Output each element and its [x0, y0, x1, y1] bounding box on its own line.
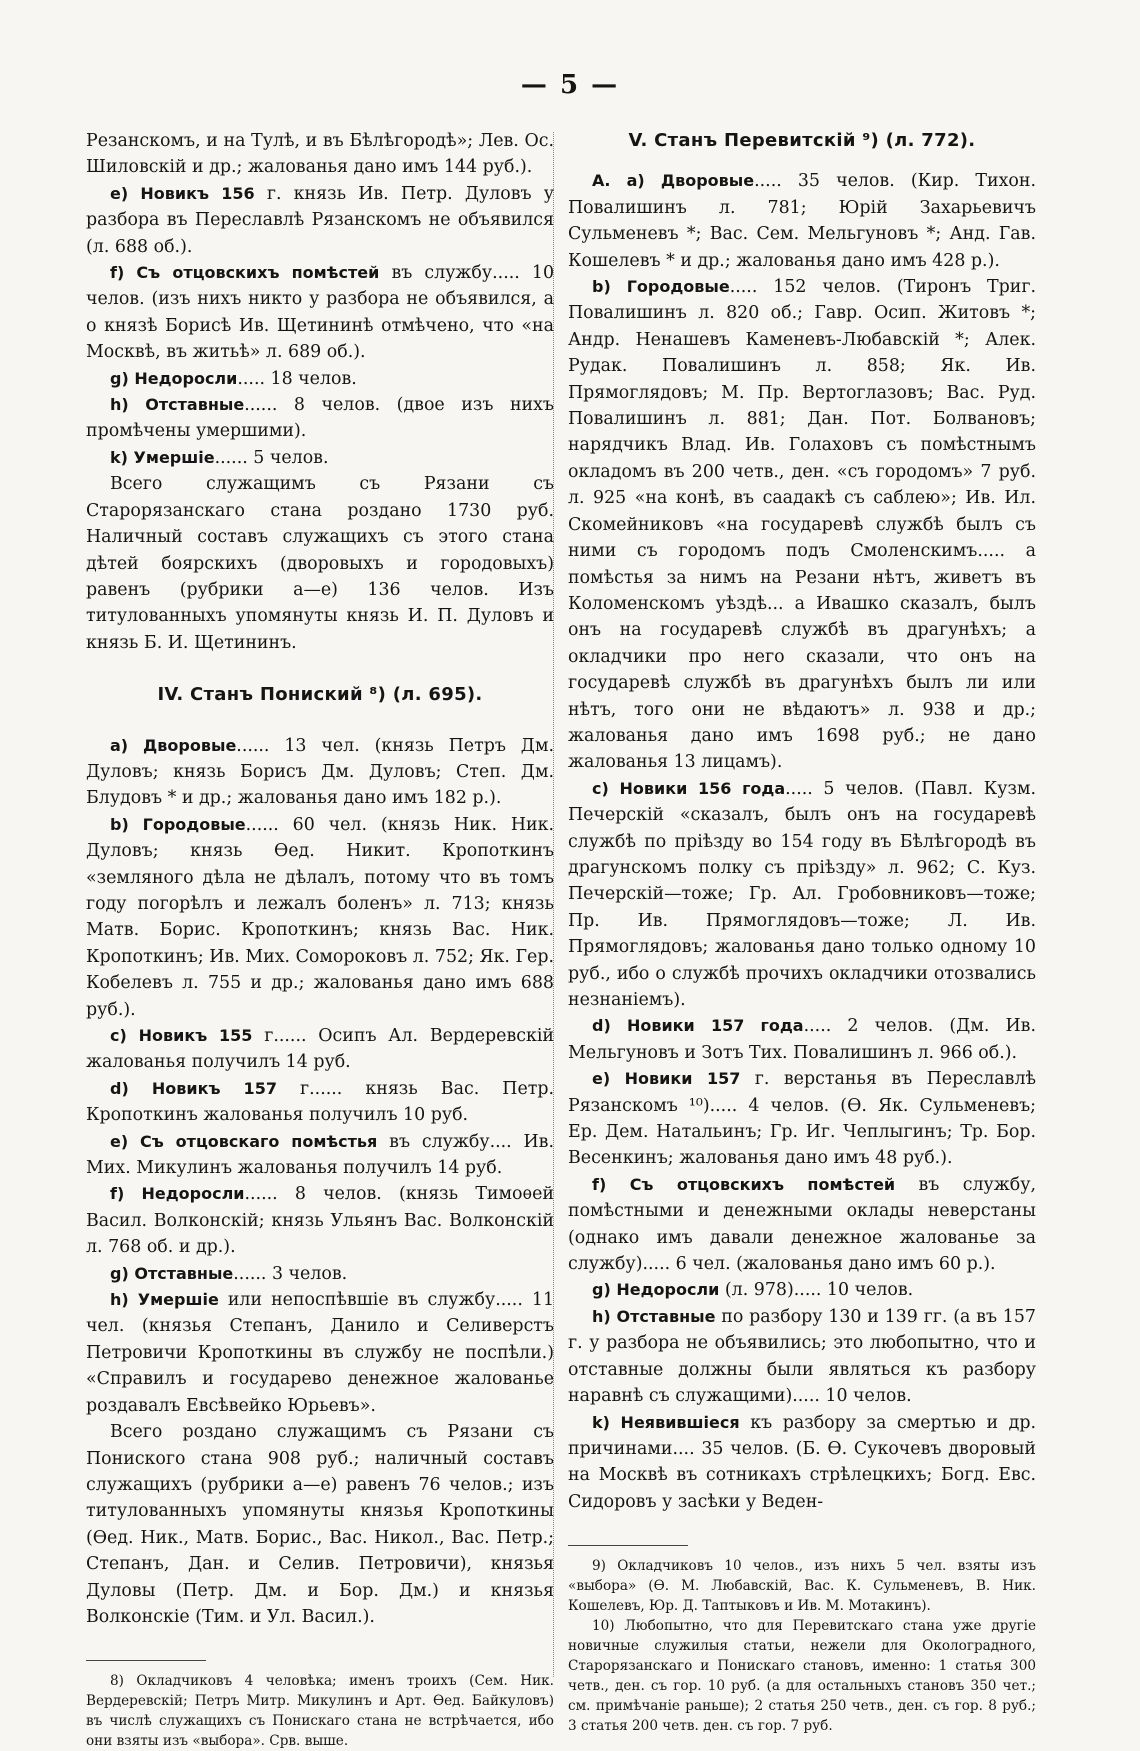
paragraph: Всего роздано служащимъ съ Рязани съ Пониского стана 908 руб.; наличный составъ служащихъ (рубрики а—е) равенъ 76 челов.; изъ титулованныхъ упомянуты князья Кропоткины (Ѳед. Ник., Матв. Борис., Вас. Никол., Вас. Петр.; Степанъ, Дан. и Селив. Петровичи), князья Дуловы (Петр. Дм. и Бор. Дм.) и князья Волконскіе (Тим. и Ул. Васил.).: [86, 1422, 554, 1627]
paragraph: [568, 1304, 1036, 1410]
item-text: ...... 60 чел. (князь Ник. Ник. Дуловъ; князь Ѳед. Никит. Кропоткинъ «земляного дѣла не дѣлалъ, потому что въ томъ году погорѣлъ и лежалъ боленъ» л. 713; князь Матв. Борис. Кропоткинъ; князь Вас. Ник. Кропоткинъ; Ив. Мих. Сомороковъ л. 752; Як. Гер. Кобелевъ л. 755 и др.; жалованья дано имъ 688 руб.).: [86, 814, 555, 1020]
item-label: g) Отставные: [110, 1263, 234, 1283]
paragraph: [86, 392, 554, 445]
item-text: въ службу.... Ив. Мих. Микулинъ жалованья получилъ 14 руб.: [86, 1131, 555, 1179]
item-text: г...... Осипъ Ал. Вердеревскій жалованья получилъ 14 руб.: [86, 1026, 554, 1073]
section-heading: V. Станъ Перевитскій ⁹) (л. 772).: [628, 130, 976, 151]
paragraph: [86, 445, 554, 471]
item-label: f) Съ отцовскихъ помѣстей: [110, 263, 380, 283]
paragraph: [568, 1172, 1036, 1278]
item-text: ...... 13 чел. (князь Петръ Дм. Дуловъ; князь Борисъ Дм. Дуловъ; Степ. Дм. Блудовъ * и др.; жалованья дано имъ 182 р.).: [86, 735, 554, 809]
item-text: или непоспѣвшіе въ службу..... 11 чел. (князья Степанъ, Данило и Селиверстъ Петровичи Кропоткины въ службу не поспѣли.) «Справилъ и государево денежное жалованье роздавалъ Евсѣвейко Юрьевъ».: [86, 1290, 555, 1416]
item-label: e) Съ отцовскаго помѣстья: [110, 1131, 378, 1151]
page-number: — 5 —: [520, 70, 620, 100]
paragraph: [568, 1277, 1036, 1303]
paragraph: Всего служащимъ съ Рязани съ Старорязанскаго стана роздано 1730 руб. Наличный составъ служащихъ съ этого стана дѣтей боярскихъ (дворовыхъ и городовыхъ) равенъ (рубрики а—е) 136 челов. Изъ титулованныхъ упомянуты князь И. П. Дуловъ и князь Б. И. Щетининъ.: [86, 474, 554, 653]
item-label: h) Умершіе: [110, 1290, 219, 1310]
paragraph: [86, 1181, 554, 1260]
item-text: въ службу, помѣстными и денежными оклады неверстаны (однако имъ давали денежное жалованье за службу)..... 6 чел. (жалованья дано имъ 60 р.).: [568, 1174, 1036, 1275]
paragraph: Резанскомъ, и на Тулѣ, и въ Бѣлѣгородѣ»; Лев. Ос. Шиловскій и др.; жалованья дано имъ 144 руб.).: [86, 131, 554, 178]
item-label: g) Недоросли: [110, 368, 238, 388]
item-label: d) Новики 157 года: [592, 1016, 804, 1036]
paragraph: [86, 1076, 554, 1129]
item-text: ...... 3 челов.: [233, 1263, 348, 1284]
item-label: е) Новикъ 156: [110, 183, 255, 203]
item-label: f) Съ отцовскихъ помѣстей: [592, 1174, 896, 1194]
paragraph: [86, 733, 554, 812]
item-text: ..... 5 челов. (Павл. Кузм. Печерскій «сказалъ, былъ онъ на государевѣ службѣ по пріѣзду во 154 году въ Бѣлѣгородѣ въ драгунскомъ полку съ пріѣзду» л. 962; С. Куз. Печерскій—тоже; Гр. Ал. Гробовниковъ—тоже; Пр. Ив. Прямоглядовъ—тоже; Л. Ив. Прямоглядовъ; жалованья дано только одному 10 руб., ибо о службѣ прочихъ окладчики отозвались незнаніемъ).: [568, 778, 1036, 1010]
item-label: d) Новикъ 157: [110, 1078, 277, 1098]
footnote-rule: [568, 1545, 688, 1546]
item-text: по разбору 130 и 139 гг. (а въ 157 г. у разбора не объявились; это любопытно, что и отставные должны были являться къ разбору наравнѣ съ служащими)..... 10 челов.: [568, 1306, 1037, 1407]
paragraph: [568, 1013, 1036, 1066]
item-label: f) Недоросли: [110, 1184, 245, 1204]
paragraph: [86, 1129, 554, 1182]
item-label: c) Новики 156 года: [592, 778, 786, 798]
footnote: 9) Окладчиковъ 10 челов., изъ нихъ 5 чел. взяты изъ «выбора» (Ѳ. М. Любавскій, Вас. К. Сульменевъ, В. Ник. Кошелевъ, Юр. Д. Таптыковъ и Ив. М. Мотакинъ).: [568, 1558, 1036, 1615]
item-label: g) Недоросли: [592, 1280, 720, 1300]
item-label: b) Городовые: [110, 814, 246, 834]
item-label: k) Умершіе: [110, 447, 215, 467]
item-text: ...... 5 челов.: [214, 447, 329, 468]
paragraph: [86, 1261, 554, 1287]
item-label: k) Неявившіеся: [592, 1412, 740, 1432]
item-label: b) Городовые: [592, 277, 730, 297]
item-text: ..... 18 челов.: [237, 368, 357, 389]
item-text: г...... князь Вас. Петр. Кропоткинъ жалованья получилъ 10 руб.: [86, 1078, 555, 1126]
item-text: ..... 2 челов. (Дм. Ив. Мельгуновъ и Зотъ Тих. Повалишинъ л. 966 об.).: [568, 1016, 1037, 1063]
item-text: ..... 35 челов. (Кир. Тихон. Повалишинъ л. 781; Юрій Захарьевичъ Сульменевъ *; Вас. Сем. Мельгуновъ *; Анд. Гав. Кошелевъ * и др.; жалованья дано имъ 428 р.).: [568, 171, 1037, 271]
left-column: [86, 128, 554, 1751]
item-text: ..... 152 челов. (Тиронъ Триг. Повалишинъ л. 820 об.; Гавр. Осип. Житовъ *; Андр. Ненашевъ Каменевъ-Любавскій *; Алек. Рудак. Повалишинъ л. 858; Як. Ив. Прямоглядовъ; М. Пр. Вертоглазовъ; Вас. Руд. Повалишинъ л. 881; Дан. Пот. Болвановъ; нарядчикъ Влад. Ив. Голаховъ съ помѣстнымъ окладомъ въ 200 четв., ден. «съ городомъ» 7 руб. л. 925 «на конѣ, въ саадакѣ съ саблею»; Ив. Ил. Скомейниковъ «на государевѣ службѣ былъ съ ними съ городомъ подъ Смоленскимъ..... а помѣстья за нимъ на Резани нѣтъ, живетъ въ Коломенскомъ уѣздѣ... а Ивашко сказалъ, былъ онъ на государевѣ службѣ въ драгунѣхъ; а окладчики про него сказали, что онъ на государевѣ службѣ въ драгунѣхъ былъ ли или нѣтъ, того они не вѣдаютъ» л. 938 и др.; жалованья дано имъ 1698 руб.; не дано жалованья 13 лицамъ).: [568, 277, 1036, 773]
item-text: ...... 8 челов. (двое изъ нихъ промѣчены умершими).: [86, 395, 554, 442]
item-label: а) Дворовые: [110, 735, 237, 755]
paragraph: [568, 1066, 1036, 1172]
paragraph: [86, 1287, 554, 1419]
item-text: къ разбору за смертью и др. причинами.... 35 челов. (Б. Ѳ. Сукочевъ дворовый на Москвѣ въ сотникахъ стрѣлецкихъ; Богд. Евс. Сидоровъ у засѣки у Веден-: [568, 1412, 1036, 1512]
item-text: (л. 978)..... 10 челов.: [724, 1280, 914, 1301]
item-label: e) Новики 157: [592, 1069, 741, 1089]
item-label: c) Новикъ 155: [110, 1026, 253, 1045]
paragraph: [86, 1023, 554, 1076]
footnote: 8) Окладчиковъ 4 человѣка; именъ троихъ (Сем. Ник. Вердеревскій; Петръ Митр. Микулинъ и Арт. Ѳед. Байкуловъ) въ числѣ служащихъ съ Понискаго стана не встрѣчается, ибо они взяты изъ «выбора». Срв. выше.: [86, 1673, 554, 1750]
footnotes: [86, 1671, 554, 1751]
section-heading: IV. Станъ Пониский ⁸) (л. 695).: [157, 684, 483, 706]
paragraph: [568, 168, 1036, 274]
paragraph: [568, 1410, 1036, 1516]
paragraph: [86, 181, 554, 260]
paragraph: [86, 812, 554, 1023]
footnotes: [568, 1556, 1036, 1736]
item-label: h) Отставные: [110, 395, 245, 415]
right-column: [568, 128, 1036, 1736]
footnote: 10) Любопытно, что для Перевитскаго стана уже другіе новичные служилыя статьи, нежели для Околоградного, Старорязанскаго и Понискаго становъ, именно: 1 статья 300 четв., ден. съ гор. 10 руб. (а для остальныхъ становъ 350 чет.; см. примѣчаніе раньше); 2 статья 250 четв., ден. съ гор. 8 руб.; 3 статья 200 четв. ден. съ гор. 7 руб.: [568, 1618, 1036, 1735]
paragraph: [568, 776, 1036, 1014]
item-label: А. а) Дворовые: [592, 171, 755, 191]
item-text: ...... 8 челов. (князь Тимоѳей Васил. Волконскій; князь Ульянъ Вас. Волконскій л. 768 об. и др.).: [86, 1184, 554, 1258]
paragraph: [86, 260, 554, 366]
item-text: въ службу..... 10 челов. (изъ нихъ никто у разбора не объявился, а о князѣ Борисѣ Ив. Щетининѣ отмѣчено, что «на Москвѣ, въ житьѣ» л. 689 об.).: [86, 263, 555, 363]
paragraph: [86, 366, 554, 392]
item-text: г. князь Ив. Петр. Дуловъ у разбора въ Переславлѣ Рязанскомъ не объявился (л. 688 об.).: [86, 183, 554, 257]
footnote-rule: [86, 1660, 206, 1661]
item-label: h) Отставные: [592, 1306, 716, 1326]
paragraph: [568, 274, 1036, 776]
item-text: г. верстанья въ Переславлѣ Рязанскомъ ¹⁰)..... 4 челов. (Ѳ. Як. Сульменевъ; Ер. Дем. Натальинъ; Гр. Иг. Чеплыгинъ; Тр. Бор. Весенкинъ; жалованья дано имъ 48 руб.).: [568, 1069, 1036, 1169]
